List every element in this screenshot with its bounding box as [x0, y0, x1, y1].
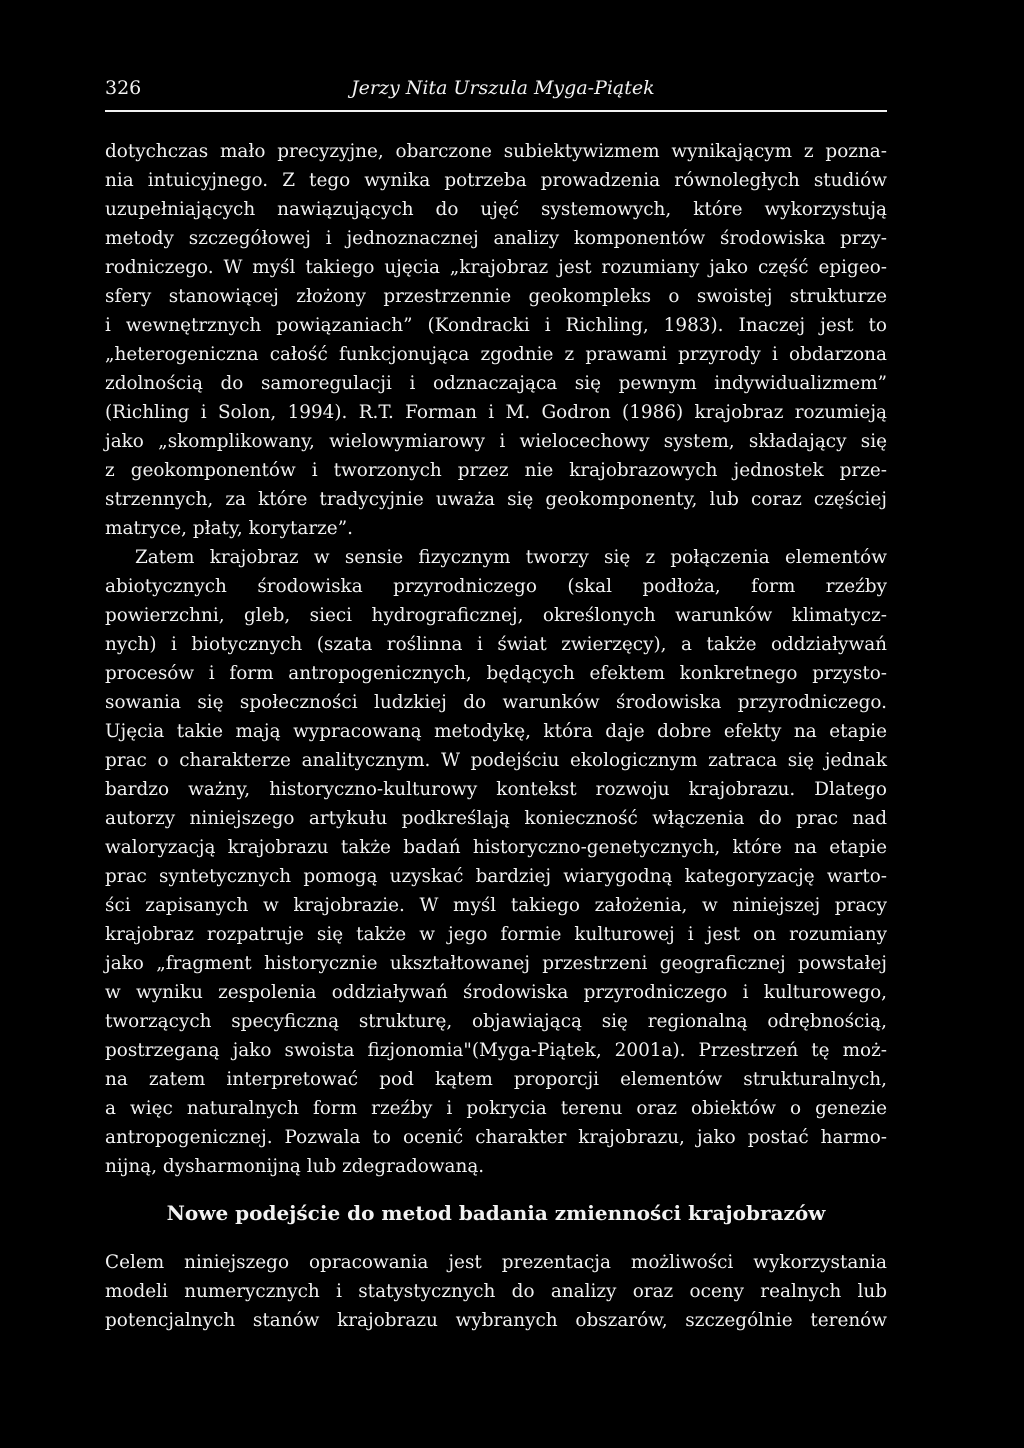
header-rule — [105, 110, 887, 112]
text-line: procesów i form antropogenicznych, będących efektem konkretnego przysto- — [105, 663, 887, 684]
text-line: ści zapisanych w krajobrazie. W myśl takiego założenia, w niniejszej pracy — [105, 895, 887, 916]
text-line: powierzchni, gleb, sieci hydrograficznej, określonych warunków klimatycz- — [105, 605, 887, 626]
text-line: matryce, płaty, korytarze”. — [105, 518, 353, 539]
text-line: potencjalnych stanów krajobrazu wybranych obszarów, szczególnie terenów — [105, 1310, 887, 1331]
section-body-text — [105, 1248, 887, 1335]
text-line: zdolnością do samoregulacji i odznaczająca się pewnym indywidualizmem” — [105, 373, 887, 394]
text-line: sowania się społeczności ludzkiej do warunków środowiska przyrodniczego. — [105, 692, 887, 713]
text-line: jako „skomplikowany, wielowymiarowy i wielocechowy system, składający się — [105, 431, 887, 452]
running-head-authors: Jerzy Nita Urszula Myga-Piątek — [351, 77, 655, 99]
text-line: i wewnętrznych powiązaniach” (Kondracki i Richling, 1983). Inaczej jest to — [105, 315, 887, 336]
text-line: Ujęcia takie mają wypracowaną metodykę, która daje dobre efekty na etapie — [105, 721, 887, 742]
text-line: strzennych, za które tradycyjnie uważa się geokomponenty, lub coraz częściej — [105, 489, 887, 510]
text-line: tworzących specyficzną strukturę, objawiającą się regionalną odrębnością, — [105, 1011, 887, 1032]
text-line: prac syntetycznych pomogą uzyskać bardziej wiarygodną kategoryzację warto- — [105, 866, 887, 887]
text-line: Celem niniejszego opracowania jest prezentacja możliwości wykorzystania — [105, 1252, 887, 1273]
text-line: metody szczegółowej i jednoznacznej analizy komponentów środowiska przy- — [105, 228, 887, 249]
page-number: 326 — [105, 77, 142, 99]
text-line: abiotycznych środowiska przyrodniczego (skal podłoża, form rzeźby — [105, 576, 887, 597]
text-line: waloryzacją krajobrazu także badań historyczno-genetycznych, które na etapie — [105, 837, 887, 858]
text-line: nych) i biotycznych (szata roślinna i świat zwierzęcy), a także oddziaływań — [105, 634, 887, 655]
text-line: rodniczego. W myśl takiego ujęcia „krajobraz jest rozumiany jako część epigeo- — [105, 257, 887, 278]
text-line: uzupełniających nawiązujących do ujęć systemowych, które wykorzystują — [105, 199, 887, 220]
page-header — [105, 76, 887, 106]
text-line: prac o charakterze analitycznym. W podejściu ekologicznym zatraca się jednak — [105, 750, 887, 771]
text-line: krajobraz rozpatruje się także w jego formie kulturowej i jest on rozumiany — [105, 924, 887, 945]
section-heading: Nowe podejście do metod badania zmienności krajobrazów — [166, 1201, 826, 1225]
text-line: jako „fragment historycznie ukształtowanej przestrzeni geograficznej powstałej — [105, 953, 887, 974]
text-line: „heterogeniczna całość funkcjonująca zgodnie z prawami przyrody i obdarzona — [105, 344, 887, 365]
text-line: nia intuicyjnego. Z tego wynika potrzeba prowadzenia równoległych studiów — [105, 170, 887, 191]
text-line: modeli numerycznych i statystycznych do analizy oraz oceny realnych lub — [105, 1281, 887, 1302]
paragraph-2 — [105, 543, 887, 1181]
text-line: autorzy niniejszego artykułu podkreślają konieczność włączenia do prac nad — [105, 808, 887, 829]
text-line: a więc naturalnych form rzeźby i pokrycia terenu oraz obiektów o genezie — [105, 1098, 887, 1119]
text-line: nijną, dysharmonijną lub zdegradowaną. — [105, 1156, 485, 1177]
text-line: na zatem interpretować pod kątem proporcji elementów strukturalnych, — [105, 1069, 887, 1090]
text-line: bardzo ważny, historyczno-kulturowy kontekst rozwoju krajobrazu. Dlatego — [105, 779, 887, 800]
text-line: z geokomponentów i tworzonych przez nie krajobrazowych jednostek prze- — [105, 460, 887, 481]
text-line: sfery stanowiącej złożony przestrzennie geokompleks o swoistej strukturze — [105, 286, 887, 307]
body-text — [105, 137, 887, 1181]
text-line: dotychczas mało precyzyjne, obarczone subiektywizmem wynikającym z pozna- — [105, 141, 887, 162]
text-line: antropogenicznej. Pozwala to ocenić charakter krajobrazu, jako postać harmo- — [105, 1127, 887, 1148]
text-line: postrzeganą jako swoista fizjonomia"(Myga-Piątek, 2001a). Przestrzeń tę moż- — [105, 1040, 887, 1061]
text-line: w wyniku zespolenia oddziaływań środowiska przyrodniczego i kulturowego, — [105, 982, 887, 1003]
text-line: (Richling i Solon, 1994). R.T. Forman i M. Godron (1986) krajobraz rozumieją — [105, 402, 887, 423]
text-line: Zatem krajobraz w sensie fizycznym tworzy się z połączenia elementów — [135, 547, 887, 568]
paragraph-1 — [105, 137, 887, 543]
